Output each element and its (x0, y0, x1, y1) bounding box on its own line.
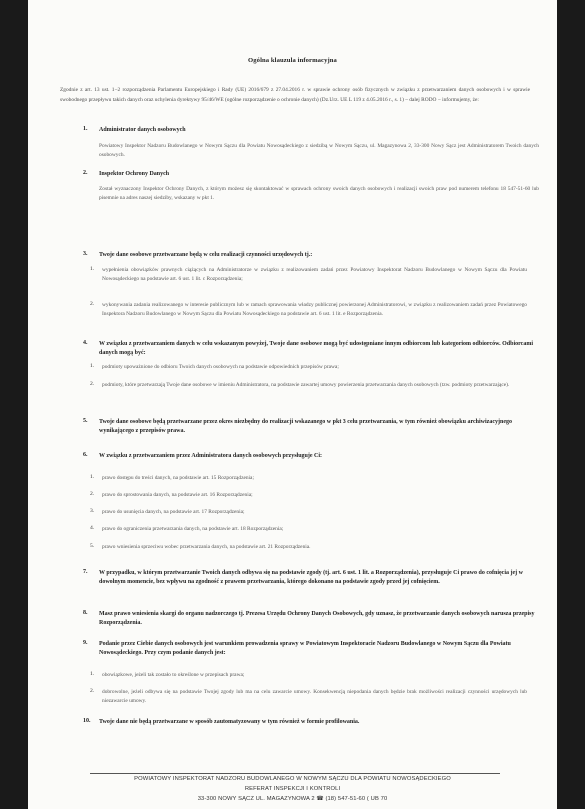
section-heading: W związku z przetwarzaniem danych w celu wskazanym powyżej, Twoje dane osobowe mogą być udostępniane innym odbiorcom lub kategoriom odbiorców. Odbiorcami danych mogą być: (99, 341, 534, 356)
item-number: 1. (90, 266, 95, 272)
section-number: 10. (83, 718, 91, 724)
footer-office-name: POWIATOWY INSPEKTORAT NADZORU BUDOWLANEGO W NOWYM SĄCZU DLA POWIATU NOWOSĄDECKIEGO (134, 776, 451, 782)
intro-paragraph: Zgodnie z art. 13 ust. 1−2 rozporządzenia Parlamentu Europejskiego i Rady (UE) 2016/679 z 27.04.2016 r. w sprawie ochrony osób fizycznych w związku z przetwarzaniem danych osobowych i w sprawie swobodnego przepływu takich danych oraz uchylenia dyrektywy 95/46/WE (ogólne rozporządzenie o ochronie danych) (Dz.Urz. UE L 119 z 4.05.2016 r., s. 1) – dalej RODO − informujemy, że: (60, 87, 530, 103)
item-text: wypełnienia obowiązków prawnych ciążących na Administratorze w związku z realizowaniem zadań przez Powiatowy Inspektorat Nadzoru Budowlanego w Nowym Sączu dla Powiatu Nowosądeckiego na podstawie art. 6 ust. 1 lit. c Rozporządzenia; (102, 267, 527, 282)
section-heading: W przypadku, w którym przetwarzanie Twoich danych odbywa się na podstawie zgody (tj. art. 6 ust. 1 lit. a Rozporządzenia), przysługuje Ci prawo do cofnięcia jej w dowolnym momencie, bez wpływu na zgodność z prawem przetwarzania, którego dokonano na podstawie zgody przed jej cofnięciem. (99, 570, 523, 585)
item-text: podmioty, które przetwarzają Twoje dane osobowe w imieniu Administratora, na podstawie zawartej umowy powierzenia przetwarzania danych osobowych (tzw. podmioty przetwarzające). (102, 382, 510, 388)
section-number: 2. (83, 170, 88, 176)
document-title: Ogólna klauzula informacyjna (248, 57, 337, 64)
item-number: 4. (90, 525, 95, 531)
item-number: 2. (90, 381, 95, 387)
item-text: dobrowolne, jeżeli odbywa się na podstawie Twojej zgody lub ma na celu zawarcie umowy. Konsekwencją niepodania danych będzie brak możliwości realizacji czynności urzędowych lub niezawarcie umowy. (102, 689, 527, 704)
item-number: 1. (90, 671, 95, 677)
item-number: 1. (90, 474, 95, 480)
item-number: 2. (90, 688, 95, 694)
document-page (28, 0, 557, 809)
section-number: 8. (83, 610, 88, 616)
item-number: 3. (90, 508, 95, 514)
section-number: 4. (83, 340, 88, 346)
footer-divider (90, 773, 500, 774)
section-number: 6. (83, 452, 88, 458)
section-heading: Inspektor Ochrony Danych (99, 171, 170, 177)
section-heading: Masz prawo wniesienia skargi do organu nadzorczego tj. Prezesa Urzędu Ochrony Danych Osobowych, gdy uznasz, że przetwarzanie danych osobowych narusza przepisy Rozporządzenia. (99, 611, 535, 626)
item-text: wykonywania zadania realizowanego w interesie publicznym lub w ramach sprawowania władzy publicznej powierzonej Administratorowi, w związku z realizowaniem zadań przez Powiatowego Inspektora Nadzoru Budowlanego w Nowym Sączu dla Powiatu Nowosądeckiego na podstawie art. 6 ust. 1 lit. e Rozporządzenia. (102, 302, 527, 317)
section-number: 1. (83, 126, 88, 132)
item-text: podmioty upoważnione do odbioru Twoich danych osobowych na podstawie odpowiednich przepisów prawa; (102, 364, 339, 370)
section-body: Został wyznaczony Inspektor Ochrony Danych, z którym możesz się skontaktować w sprawach ochrony swoich danych osobowych i realizacji swoich praw pod numerem telefonu 18 547-51-60 lub pisemnie na adres naszej siedziby, wskazany w pkt 1. (99, 186, 539, 201)
item-text: prawo wniesienia sprzeciwu wobec przetwarzania danych, na podstawie art. 21 Rozporządzenia. (102, 544, 311, 550)
section-heading: Twoje dane osobowe będą przetwarzane przez okres niezbędny do realizacji wskazanego w pkt 3 celu przetwarzania, w tym również obowiązku archiwizacyjnego wynikającego z przepisów prawa. (99, 419, 513, 434)
item-number: 2. (90, 301, 95, 307)
item-number: 5. (90, 543, 95, 549)
item-text: prawo do usunięcia danych, na podstawie art. 17 Rozporządzenia; (102, 509, 245, 515)
item-text: prawo do ograniczenia przetwarzania danych, na podstawie art. 18 Rozporządzenia; (102, 526, 284, 532)
item-text: prawo do sprostowania danych, na podstawie art. 16 Rozporządzenia; (102, 492, 253, 498)
section-body: Powiatowy Inspektor Nadzoru Budowlanego w Nowym Sączu dla Powiatu Nowosądeckiego z siedzibą w Nowym Sączu, ul. Magazynowa 2, 33-300 Nowy Sącz jest Administratorem Twoich danych osobowych. (99, 143, 539, 158)
item-text: obowiązkowe, jeżeli tak zostało to określone w przepisach prawa; (102, 672, 245, 678)
section-number: 5. (83, 418, 88, 424)
section-heading: Twoje dane nie będą przetwarzane w sposób zautomatyzowany w tym również w formie profilowania. (99, 719, 360, 725)
section-number: 9. (83, 640, 88, 646)
section-heading: Podanie przez Ciebie danych osobowych jest warunkiem prowadzenia sprawy w Powiatowym Inspektoracie Nadzoru Budowlanego w Nowym Sączu dla Powiatu Nowosądeckiego. Przy czym podanie danych jest: (99, 641, 511, 656)
section-heading: Twoje dane osobowe przetwarzane będą w celu realizacji czynności urzędowych tj.: (99, 252, 313, 258)
footer-address: 33-300 NOWY SĄCZ UL. MAGAZYNOWA 2 ☎ (18) 547-51-60 ( UB 70 (197, 796, 388, 802)
item-number: 1. (90, 363, 95, 369)
item-text: prawo dostępu do treści danych, na podstawie art. 15 Rozporządzenia; (102, 475, 254, 481)
section-heading: W związku z przetwarzaniem przez Administratora danych osobowych przysługuje Ci: (99, 453, 323, 459)
section-number: 3. (83, 251, 88, 257)
footer-department: REFERAT INSPEKCJI I KONTROLI (244, 786, 341, 792)
item-number: 2. (90, 491, 95, 497)
section-number: 7. (83, 569, 88, 575)
section-heading: Administrator danych osobowych (99, 127, 186, 133)
